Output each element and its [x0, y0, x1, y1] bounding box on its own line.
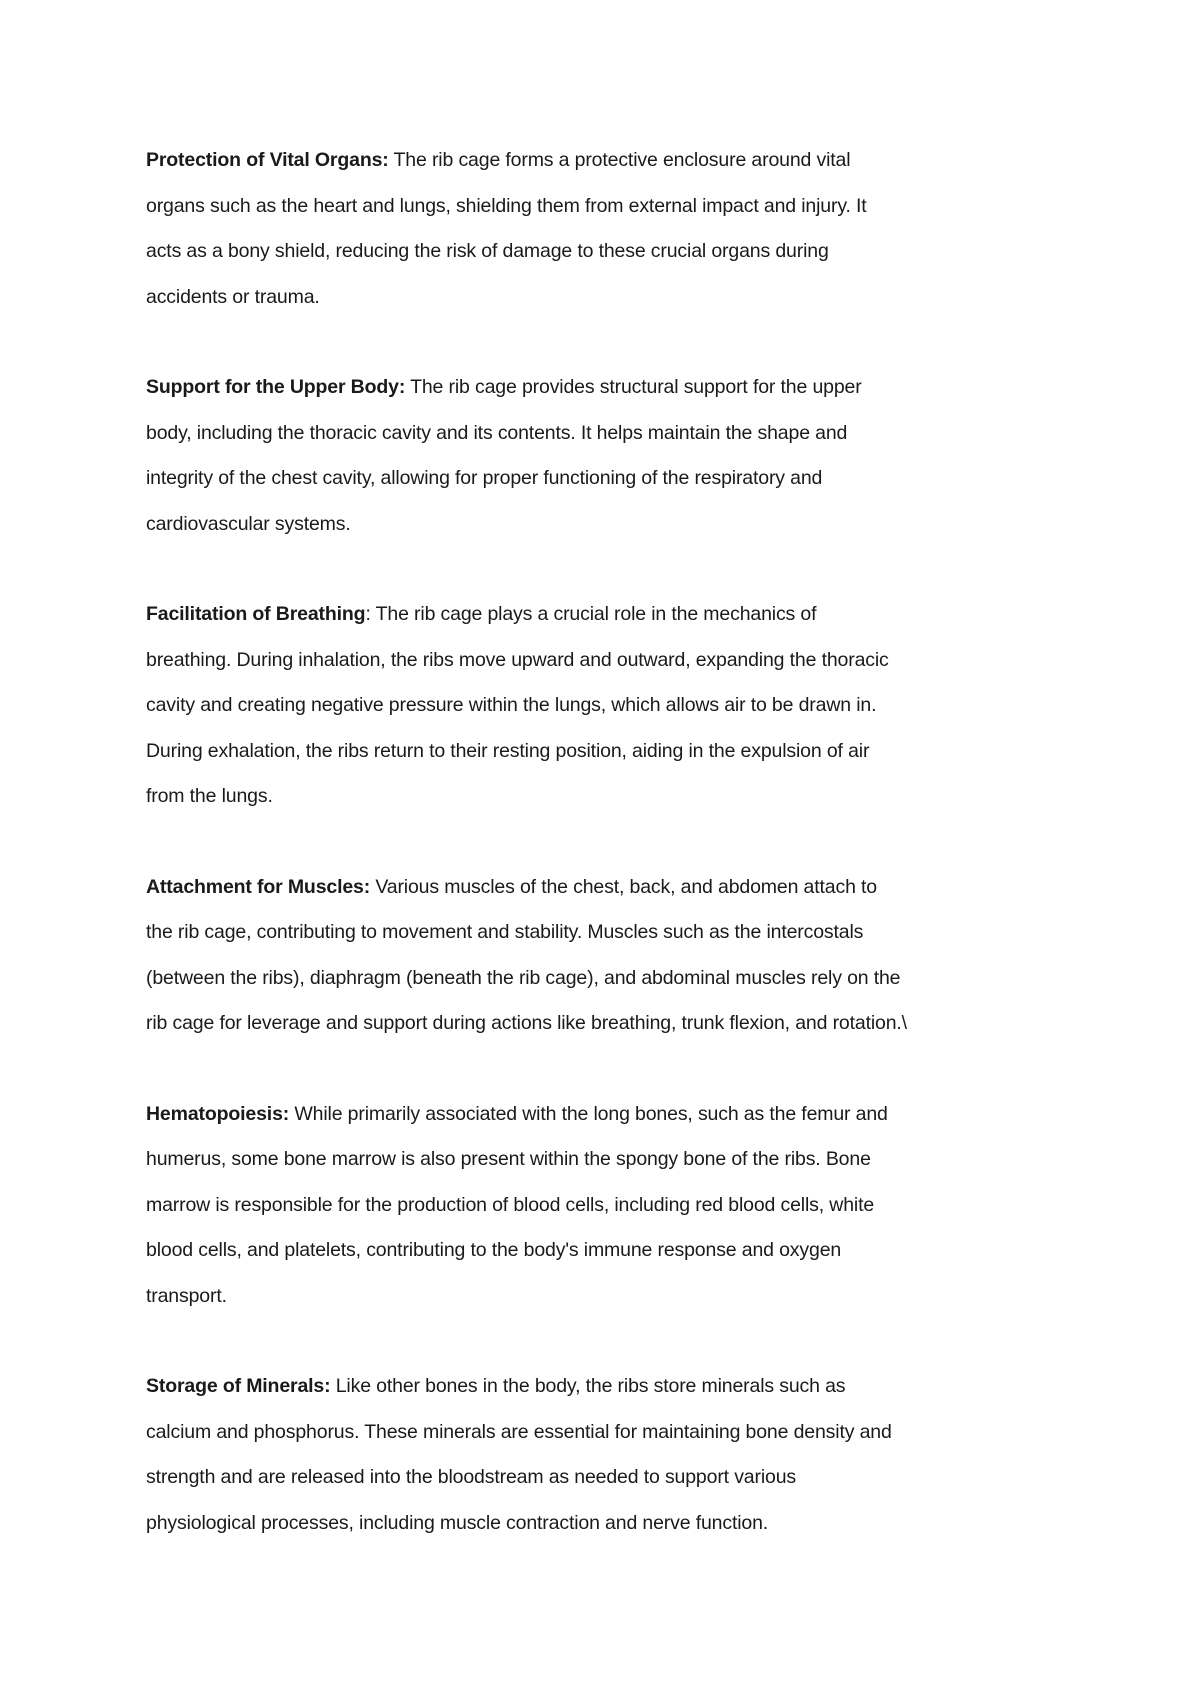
- paragraph-line: organs such as the heart and lungs, shielding them from external impact and injury. It: [146, 194, 867, 217]
- paragraph-line: (between the ribs), diaphragm (beneath the rib cage), and abdominal muscles rely on the: [146, 966, 901, 989]
- paragraph-line: from the lungs.: [146, 785, 273, 807]
- paragraph-line: During exhalation, the ribs return to their resting position, aiding in the expulsion of air: [146, 739, 870, 762]
- paragraph-line: [146, 365, 1026, 411]
- paragraph-line: accidents or trauma.: [146, 285, 320, 308]
- section-protection-of-vital-organs: [146, 138, 1026, 320]
- paragraph-text: The rib cage forms a protective enclosure around vital: [388, 149, 851, 171]
- paragraph-line: integrity of the chest cavity, allowing for proper functioning of the respiratory and: [146, 467, 823, 489]
- section-storage-of-minerals: [146, 1364, 1026, 1546]
- paragraph-line: [146, 592, 1026, 638]
- section-term: Protection of Vital Organs:: [146, 149, 389, 171]
- section-support-for-the-upper-body: [146, 365, 1026, 547]
- paragraph-line: cavity and creating negative pressure within the lungs, which allows air to be drawn in.: [146, 694, 877, 716]
- paragraph-line: rib cage for leverage and support during actions like breathing, trunk flexion, and rotation.\: [146, 1012, 907, 1034]
- paragraph-text: The rib cage provides structural support for the upper: [405, 376, 862, 398]
- section-term: Attachment for Muscles:: [146, 875, 371, 898]
- paragraph-line: humerus, some bone marrow is also present within the spongy bone of the ribs. Bone: [146, 1148, 871, 1170]
- paragraph-text: : The rib cage plays a crucial role in the mechanics of: [365, 603, 817, 625]
- paragraph-line: body, including the thoracic cavity and its contents. It helps maintain the shape and: [146, 421, 848, 444]
- section-hematopoiesis: [146, 1092, 1026, 1320]
- paragraph-line: strength and are released into the bloodstream as needed to support various: [146, 1466, 797, 1488]
- paragraph-line: [146, 138, 1026, 184]
- paragraph-line: breathing. During inhalation, the ribs move upward and outward, expanding the thoracic: [146, 648, 889, 671]
- paragraph-line: marrow is responsible for the production of blood cells, including red blood cells, white: [146, 1193, 875, 1216]
- paragraph-line: transport.: [146, 1284, 227, 1307]
- section-attachment-for-muscles: [146, 865, 1026, 1047]
- paragraph-line: cardiovascular systems.: [146, 512, 351, 535]
- section-term: Facilitation of Breathing: [146, 603, 366, 625]
- paragraph-line: [146, 865, 1026, 911]
- paragraph-text: While primarily associated with the long bones, such as the femur and: [289, 1102, 888, 1125]
- section-facilitation-of-breathing: [146, 592, 1026, 820]
- paragraph-line: [146, 1092, 1026, 1138]
- section-term: Storage of Minerals:: [146, 1375, 331, 1397]
- paragraph-line: physiological processes, including muscle contraction and nerve function.: [146, 1511, 769, 1534]
- section-term: Support for the Upper Body:: [146, 376, 406, 398]
- paragraph-text: Various muscles of the chest, back, and abdomen attach to: [370, 875, 877, 898]
- paragraph-line: [146, 1364, 1026, 1410]
- section-term: Hematopoiesis:: [146, 1102, 290, 1125]
- document-body: [146, 138, 1026, 1591]
- paragraph-line: acts as a bony shield, reducing the risk of damage to these crucial organs during: [146, 240, 829, 262]
- paragraph-text: Like other bones in the body, the ribs store minerals such as: [330, 1375, 846, 1397]
- paragraph-line: the rib cage, contributing to movement and stability. Muscles such as the intercostals: [146, 921, 864, 943]
- paragraph-line: calcium and phosphorus. These minerals are essential for maintaining bone density and: [146, 1420, 892, 1443]
- paragraph-line: blood cells, and platelets, contributing to the body's immune response and oxygen: [146, 1239, 842, 1261]
